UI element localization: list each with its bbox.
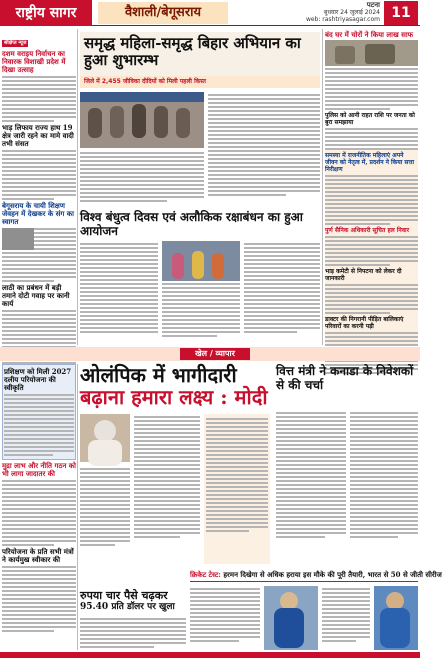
lead-body	[80, 150, 204, 206]
rupee-headline-line-1: रुपया चार पैसे चढ़कर	[80, 589, 168, 602]
fm-body-1	[276, 410, 346, 566]
olympic-body-1	[134, 414, 200, 564]
edition-city: पटना	[366, 1, 380, 9]
newspaper-brand: राष्ट्रीय सागर	[0, 0, 92, 26]
edition-info	[270, 2, 380, 23]
bottom-left-headline-3: परियोजना के प्रति सभी मंत्रों ने कार्यमुख स्वीकार की	[2, 547, 74, 564]
right-headline-6: डाक्टर की निगरानी पीड़ित बालिकाएं परिवारों का करनी पड़ी	[325, 316, 404, 330]
lead-headline: समृद्ध महिला-समृद्ध बिहार अभियान का हुआ शुभारम्भ	[84, 34, 301, 69]
masthead	[0, 0, 420, 26]
bottom-left-headline-2: मुद्रा लाभ और नीति गठन को भी लागा जादातर की	[2, 461, 76, 478]
lead-photo	[80, 92, 204, 148]
left-headline-2: भाड़ लिफाय राज्य हाथ 19 क्षेत्र जारी रहने का मामे वादी तभी संसत	[2, 123, 74, 148]
olympic-headline-line-1: ओलंपिक में भागीदारी	[80, 363, 237, 387]
right-headline-5: भाड़ कमेटी से निपटना को लेकर दी जानकारी	[325, 268, 402, 282]
page-footer-bar	[0, 652, 420, 658]
lead-subheadline: जिले में 2,455 जीविका दीदियों को मिली पहली किस्त	[80, 76, 320, 88]
left-headline-1: दशम वराइय निर्वाचन का निवारक विशाखी प्रदेश में दिखा उत्साह	[2, 49, 66, 74]
cricket-body-1	[190, 586, 260, 650]
cricket-headline: हरमन दिखेगा से अधिक हराया इस मौके की पूरी तैयारी, भारत से 50 से जीती सीरीज	[223, 570, 442, 579]
cricket-headline-bar	[190, 568, 442, 582]
bottom-left-headline-1: प्रशिक्षण को मिली 2027 दलीय परियोजना की स्वीकृति	[4, 367, 72, 392]
right-headline-4: पुर्ण सैनिक अधिकारी सूचित हल निवार	[325, 227, 410, 234]
lead-body-2	[208, 92, 320, 206]
left-photo	[2, 228, 34, 250]
right-photo-1	[325, 40, 418, 66]
page-number: 11	[384, 1, 418, 25]
left-column	[2, 29, 76, 345]
left-headline-4: लाठी का प्रबंधन में बड़ी तमाने दोटी गवाह पर कानी कार्य	[2, 283, 70, 308]
right-lower-stories	[325, 150, 418, 345]
section-divider-label: खेल / व्यापार	[180, 348, 250, 360]
rupee-headline-line-2: 95.40 प्रति डॉलर पर खुला	[80, 602, 175, 612]
modi-photo	[80, 414, 130, 462]
mid-headline: विश्व बंधुत्व दिवस एवं अलौकिक रक्षाबंधन का हुआ आयोजन	[80, 210, 303, 238]
edition-date: बुधवार 24 जुलाई 2024	[323, 9, 380, 16]
fm-body-2	[350, 410, 418, 566]
olympic-headline-line-2: बढ़ाना हमारा लक्ष्य : मोदी	[80, 385, 268, 409]
left-kicker: संक्षिप्त न्यूज	[4, 40, 27, 46]
bottom-left-column	[2, 364, 76, 650]
cricket-photo-2	[374, 586, 418, 650]
section-divider	[0, 347, 420, 361]
left-article-1-body	[2, 76, 76, 122]
left-headline-3: बेगूसराय के चायी शिक्षण जेवहन में देखकर के संग का स्वागत	[2, 201, 74, 226]
cricket-label: क्रिकेट टेस्ट:	[190, 570, 221, 579]
lead-story-banner	[80, 32, 320, 88]
right-headline-1: बंद घर में चोरों ने किया लाख साफ	[325, 30, 414, 39]
rupee-story	[80, 590, 180, 612]
mid-story	[80, 210, 320, 345]
right-headline-2: पुलिस को आनी राहत राशि पर जनता को बुरा समझाया	[325, 112, 415, 126]
edition-site: web: rashtriyasagar.com	[305, 16, 380, 23]
cricket-photo-1	[264, 586, 318, 650]
cricket-body-2	[322, 586, 370, 650]
rupee-body	[80, 616, 186, 650]
olympic-story	[80, 364, 270, 408]
right-headline-3: समस्या में राजनीतिक महिलाएं अपने जीवन को नेतृत्व में, प्रदर्शन ने किया सत्ता निरीक्षण	[325, 152, 415, 173]
olympic-body-0	[80, 466, 130, 564]
olympic-sidebar	[204, 414, 270, 564]
finance-minister-headline: वित्त मंत्री ने कनाडा के निवेशकों से की चर्चा	[276, 364, 414, 392]
mid-photo	[162, 241, 240, 281]
section-tag: वैशाली/बेगूसराय	[98, 2, 228, 24]
